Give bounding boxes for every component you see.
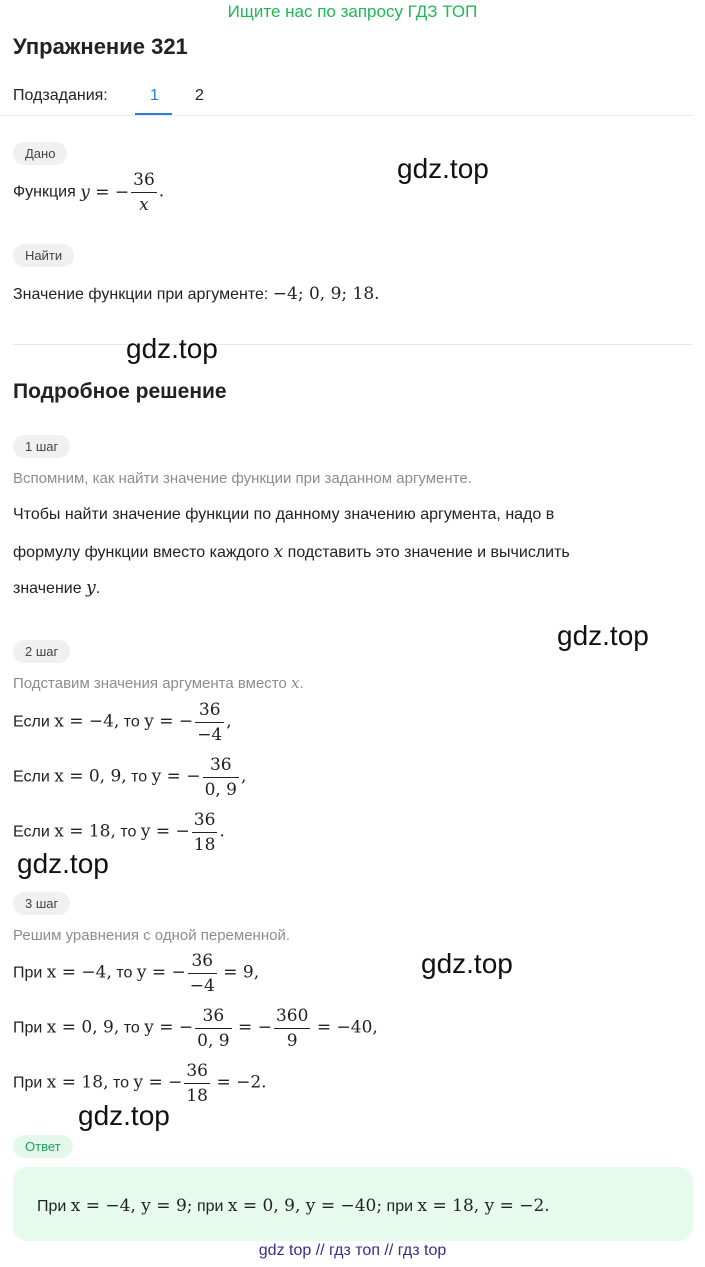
step1-hint: Вспомним, как найти значение функции при заданном аргументе.: [13, 470, 472, 487]
footer-links[interactable]: gdz top // гдз топ // гдз top: [258, 1242, 447, 1259]
watermark: gdz.top: [126, 333, 218, 364]
given-y: y: [80, 182, 90, 203]
watermark: gdz.top: [78, 1100, 170, 1131]
given-end: .: [158, 181, 165, 202]
active-tab-underline: [135, 113, 172, 115]
answer-badge: Ответ: [13, 1135, 73, 1158]
step2-row: Если x = 18, то y = − $\frac{36}{18}$ .: [13, 810, 225, 855]
answer-text: При x = −4, y = 9; при x = 0, 9, y = −40; при x = 18, y = −2.: [37, 1196, 550, 1216]
find-badge: Найти: [13, 244, 74, 267]
search-banner: Ищите нас по запросу ГДЗ ТОП: [227, 2, 478, 21]
step3-row: При x = 0, 9, то y = − $\frac{36}{0, 9}$ = − $\frac{360}{9}$ = −40,: [13, 1006, 378, 1051]
find-statement: [13, 284, 380, 304]
step1-badge: 1 шаг: [13, 435, 70, 458]
watermark: gdz.top: [557, 620, 649, 651]
step1-line3: значение y.: [13, 578, 101, 598]
subtasks-label: Подзадания:: [13, 87, 108, 104]
section-divider: [13, 344, 693, 345]
step2-row: Если x = 0, 9, то y = − $\frac{36}{0, 9}$ ,: [13, 755, 247, 800]
given-prefix: Функция: [13, 183, 76, 201]
given-statement: [13, 170, 164, 215]
given-fraction: $\frac{36}{x}$: [133, 170, 155, 215]
tab-subtask-2[interactable]: 2: [195, 87, 204, 104]
find-values: −4; 0, 9; 18.: [272, 284, 380, 304]
watermark: gdz.top: [17, 848, 109, 879]
step3-row: При x = −4, то y = − $\frac{36}{-4}$ = 9,: [13, 951, 260, 996]
tabs-divider: [0, 115, 693, 116]
watermark: gdz.top: [397, 153, 489, 184]
given-badge: Дано: [13, 142, 67, 165]
step1-line2: формулу функции вместо каждого x подставить это значение и вычислить: [13, 542, 570, 562]
find-text: Значение функции при аргументе:: [13, 286, 269, 303]
step3-badge: 3 шаг: [13, 892, 70, 915]
step2-hint: Подставим значения аргумента вместо x.: [13, 674, 304, 692]
solution-title: Подробное решение: [13, 380, 227, 403]
page-title: Упражнение 321: [13, 34, 188, 59]
given-eq: = −: [89, 182, 130, 203]
step3-hint: Решим уравнения с одной переменной.: [13, 927, 291, 944]
step3-row: При x = 18, то y = − $\frac{36}{18}$ = −2.: [13, 1061, 267, 1106]
step2-row: Если x = −4, то y = − $\frac{36}{-4}$ ,: [13, 700, 232, 745]
step1-line1: Чтобы найти значение функции по данному значению аргумента, надо в: [13, 506, 555, 523]
watermark: gdz.top: [421, 948, 513, 979]
tab-subtask-1[interactable]: 1: [150, 87, 159, 104]
step2-badge: 2 шаг: [13, 640, 70, 663]
